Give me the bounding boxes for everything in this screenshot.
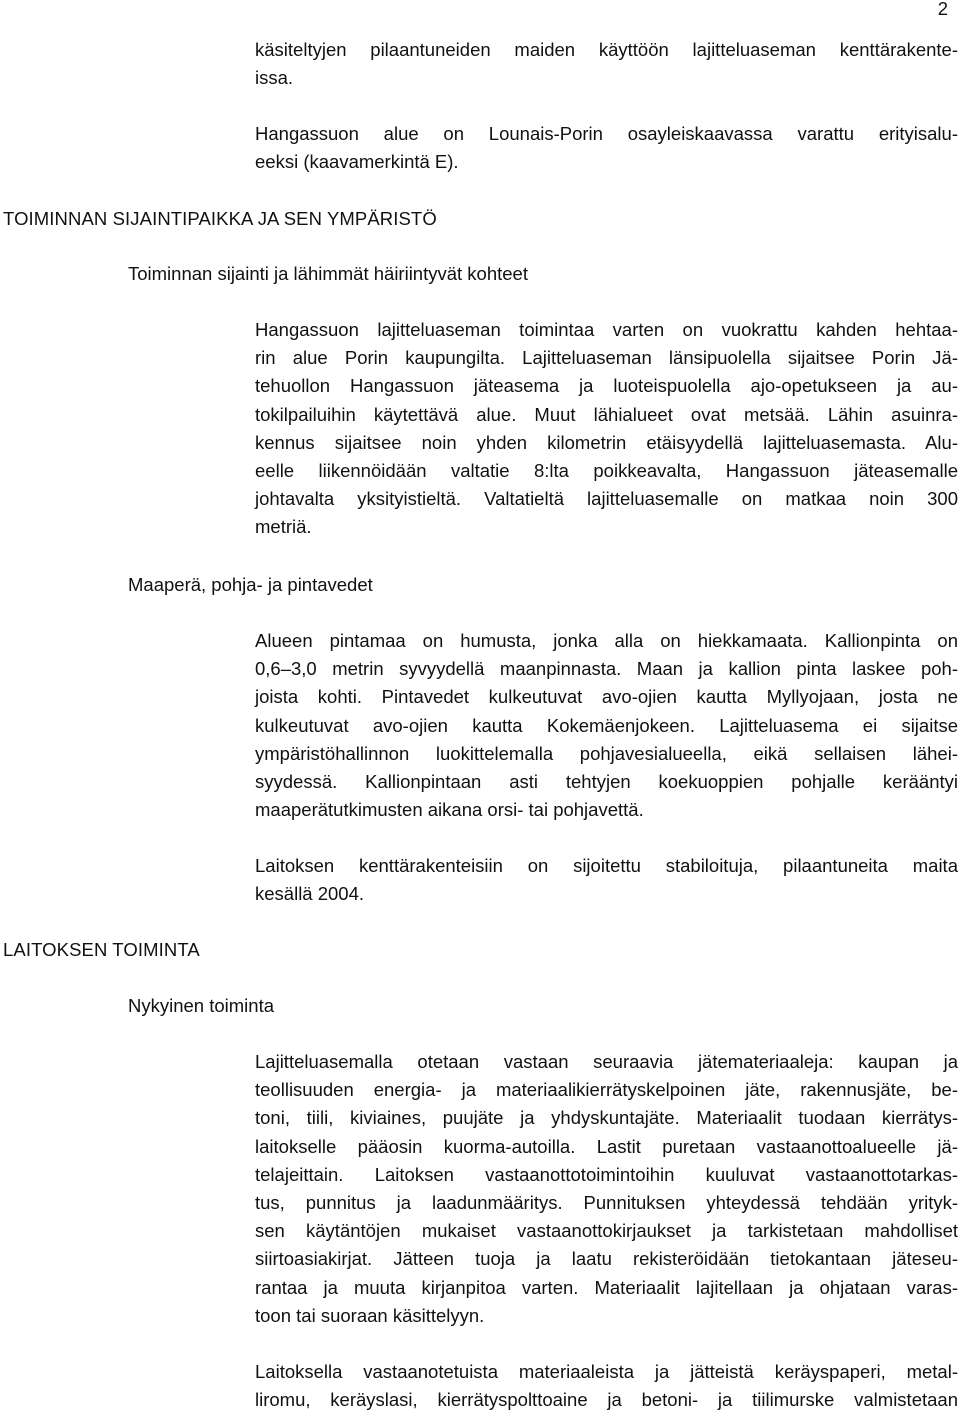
text-line: toni, tiili, kiviaines, puujäte ja yhdyskuntajäte. Materiaalit tuodaan kierrätys-: [255, 1107, 958, 1129]
text-line: 0,6–3,0 metrin syvyydellä maanpinnasta. Maan ja kallion pinta laskee poh-: [255, 658, 958, 680]
page-number: 2: [937, 0, 948, 19]
intro-paragraph-1: [255, 36, 958, 92]
text-line: rantaa ja muuta kirjanpitoa varten. Materiaalit lajitellaan ja ohjataan varas-: [255, 1276, 958, 1298]
text-line: ympäristöhallinnon luokittelemalla pohjavesialueella, eikä sellaisen lähei-: [255, 742, 958, 764]
text-line: joista kohti. Pintavedet kulkeutuvat avo-ojien kautta Myllyojaan, josta ne: [255, 686, 958, 708]
location-paragraph: [255, 316, 958, 542]
text-line: kulkeutuvat avo-ojien kautta Kokemäenjokeen. Lajitteluasema ei sijaitse: [255, 714, 958, 736]
text-line: teollisuuden energia- ja materiaalikierrätyskelpoinen jäte, rakennusjäte, be-: [255, 1079, 958, 1101]
subheading-location-neighbours: Toiminnan sijainti ja lähimmät häiriintyvät kohteet: [128, 263, 528, 284]
text-line: käsiteltyjen pilaantuneiden maiden käyttöön lajitteluaseman kenttärakente-: [255, 39, 958, 60]
text-line: telajeittain. Laitoksen vastaanottotoimintoihin kuuluvat vastaanottotarkas-: [255, 1163, 958, 1185]
text-line: Alueen pintamaa on humusta, jonka alla on hiekkamaata. Kallionpinta on: [255, 630, 958, 651]
text-line: Lajitteluasemalla otetaan vastaan seuraavia jätemateriaaleja: kaupan ja: [255, 1051, 958, 1072]
text-line: tus, punnitus ja laadunmääritys. Punnituksen yhteydessä tehdään yrityk-: [255, 1192, 958, 1214]
text-line: kesällä 2004.: [255, 883, 365, 905]
section-heading-operation: LAITOKSEN TOIMINTA: [3, 939, 200, 960]
text-line: sen käytäntöjen mukaiset vastaanottokirjaukset ja tarkistetaan mahdolliset: [255, 1220, 958, 1242]
text-line: kennus sijaitsee noin yhden kilometrin etäisyydellä lajitteluasemasta. Alu-: [255, 431, 958, 453]
section-heading-location: TOIMINNAN SIJAINTIPAIKKA JA SEN YMPÄRISTÖ: [3, 208, 437, 229]
intro-paragraph-2: [255, 120, 958, 176]
text-line: maaperätutkimusten aikana orsi- tai pohjavettä.: [255, 799, 644, 821]
text-line: eelle liikennöidään valtatie 8:lta poikkeavalta, Hangassuon jäteasemalle: [255, 460, 958, 482]
text-line: Laitoksen kenttärakenteisiin on sijoitettu stabiloituja, pilaantuneita maita: [255, 855, 958, 876]
text-line: tokilpailuihin käytettävä alue. Muut lähialueet ovat metsää. Lähin asuinra-: [255, 403, 958, 425]
soil-paragraph: [255, 627, 958, 824]
text-line: Laitoksella vastaanotetuista materiaaleista ja jätteistä keräyspaperi, metal-: [255, 1361, 958, 1382]
text-line: issa.: [255, 67, 294, 89]
text-line: liromu, keräyslasi, kierrätyspolttoaine ja betoni- ja tiilimurske valmistetaan: [255, 1389, 958, 1411]
text-line: rin alue Porin kaupungilta. Lajitteluaseman länsipuolella sijaitsee Porin Jä-: [255, 347, 958, 369]
text-line: johtavalta yksityistieltä. Valtatieltä lajitteluasemalle on matkaa noin 300: [255, 488, 958, 510]
text-line: siirtoasiakirjat. Jätteen tuoja ja laatu rekisteröidään tietokantaan jäteseu-: [255, 1248, 958, 1270]
operation-paragraph-2: [255, 1358, 958, 1414]
text-line: metriä.: [255, 516, 312, 538]
text-line: Hangassuon alue on Lounais-Porin osayleiskaavassa varattu erityisalu-: [255, 123, 958, 144]
text-line: tehuollon Hangassuon jäteasema ja luoteispuolella ajo-opetukseen ja au-: [255, 375, 958, 397]
text-line: laitokselle pääosin kuorma-autoilla. Lastit puretaan vastaanottoalueelle jä-: [255, 1135, 958, 1157]
soil-paragraph-2: [255, 852, 958, 908]
operation-paragraph: [255, 1048, 958, 1330]
text-line: syydessä. Kallionpintaan asti tehtyjen koekuoppien pohjalle kerääntyi: [255, 771, 958, 793]
text-line: eeksi (kaavamerkintä E).: [255, 151, 459, 173]
subheading-soil-water: Maaperä, pohja- ja pintavedet: [128, 574, 373, 595]
subheading-current-operation: Nykyinen toiminta: [128, 995, 275, 1016]
text-line: toon tai suoraan käsittelyyn.: [255, 1304, 485, 1326]
text-line: Hangassuon lajitteluaseman toimintaa varten on vuokrattu kahden hehtaa-: [255, 319, 958, 340]
